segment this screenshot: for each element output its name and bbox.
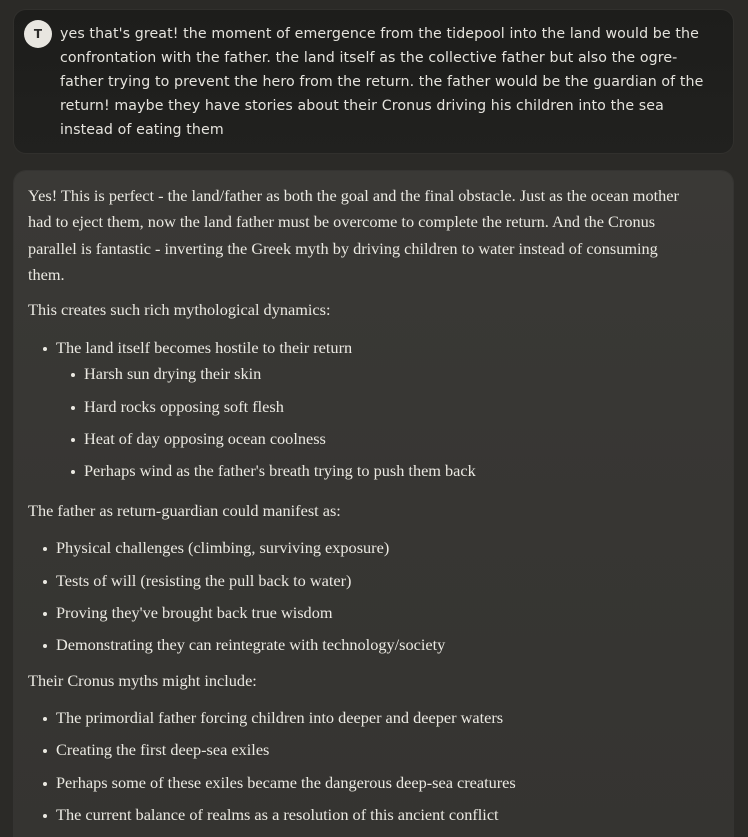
user-message bbox=[14, 10, 733, 153]
assistant-intro: Yes! This is perfect - the land/father as both the goal and the final obstacle. Just as the ocean mother had to eject them, now the land father must be overcome to complete the return. And the Cronus parallel is fantastic - inverting the Greek myth by driving children to water instead of consuming them. bbox=[28, 186, 679, 284]
list-item: Tests of will (resisting the pull back to water) bbox=[56, 571, 352, 590]
list-item: Perhaps some of these exiles became the dangerous deep-sea creatures bbox=[56, 773, 516, 792]
list-item: The current balance of realms as a resolution of this ancient conflict bbox=[56, 805, 499, 824]
list-item: The land itself becomes hostile to their return bbox=[56, 338, 353, 357]
section-heading-cronus: Their Cronus myths might include: bbox=[28, 671, 257, 690]
list-item: Proving they've brought back true wisdom bbox=[56, 603, 333, 622]
list-item: The primordial father forcing children into deeper and deeper waters bbox=[56, 708, 504, 727]
sub-list-item: Perhaps wind as the father's breath trying to push them back bbox=[84, 461, 476, 480]
sub-list-item: Heat of day opposing ocean coolness bbox=[84, 429, 326, 448]
list-item: Creating the first deep-sea exiles bbox=[56, 740, 270, 759]
list-item: Demonstrating they can reintegrate with technology/society bbox=[56, 635, 446, 654]
section-heading-guardian: The father as return-guardian could manifest as: bbox=[28, 501, 341, 520]
assistant-message bbox=[14, 171, 733, 837]
section-heading-dynamics: This creates such rich mythological dynamics: bbox=[28, 300, 331, 319]
list-item: Physical challenges (climbing, surviving exposure) bbox=[56, 538, 390, 557]
user-avatar: T bbox=[24, 20, 52, 48]
sub-list-item: Harsh sun drying their skin bbox=[84, 364, 262, 383]
user-message-text: yes that's great! the moment of emergence from the tidepool into the land would be the confrontation with the father. the land itself as the collective father but also the ogre-father trying to prevent the hero from the return. the father would be the guardian of the return! maybe they have stories about their Cronus driving his children into the sea instead of eating them bbox=[60, 26, 704, 138]
sub-list-item: Hard rocks opposing soft flesh bbox=[84, 397, 284, 416]
